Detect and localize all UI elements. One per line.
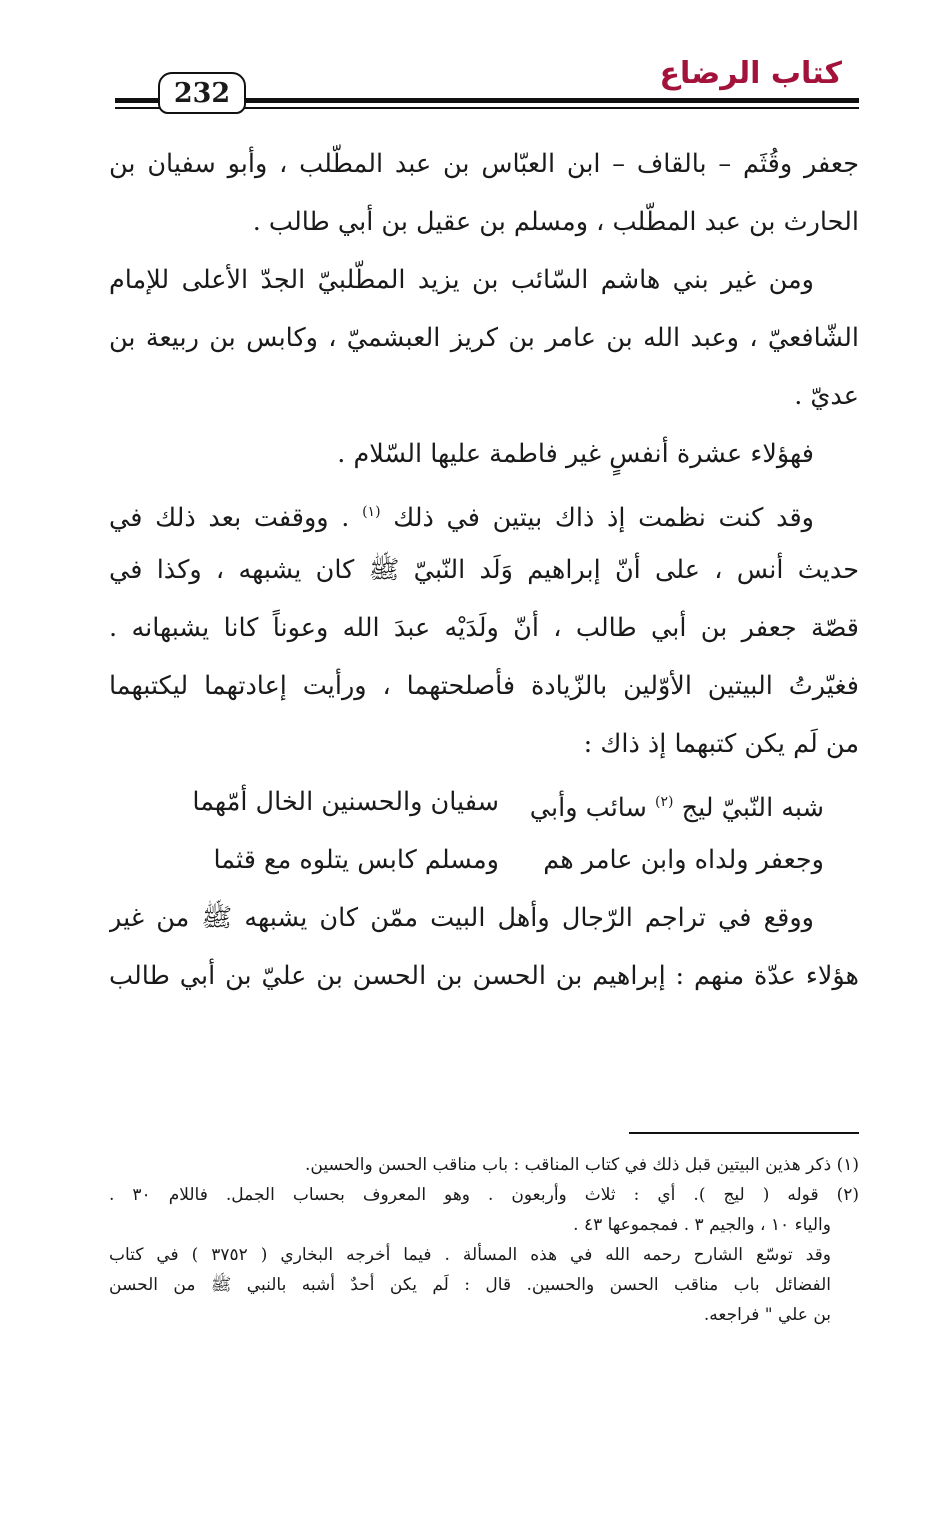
text-line: هؤلاء عدّة منهم : إبراهيم بن الحسن بن الحسن بن عليّ بن أبي طالب — [109, 961, 859, 991]
verse-hemistich: ومسلم كابس يتلوه مع قثما — [213, 845, 499, 875]
running-header-title: كتاب الرضاع — [659, 56, 842, 91]
footnote-ref: (١) — [362, 504, 381, 520]
text-line: الشّافعيّ ، وعبد الله بن عامر بن كريز العبشميّ ، وكابس بن ربيعة بن — [109, 323, 859, 353]
footnote: الفضائل باب مناقب الحسن والحسين. قال : لَم يكن أحدٌ أشبه بالنبي ﷺ من الحسن — [109, 1275, 831, 1295]
footnotes — [109, 1150, 859, 1330]
text-line: من لَم يكن كتبهما إذ ذاك : — [583, 729, 859, 759]
footnote: والياء ١٠ ، والجيم ٣ . فمجموعها ٤٣ . — [573, 1215, 831, 1235]
verse-hemistich — [499, 773, 859, 831]
verse-hemistich: سفيان والحسنين الخال أمّهما — [192, 787, 499, 817]
verse-line — [109, 831, 859, 889]
text-line: الحارث بن عبد المطّلب ، ومسلم بن عقيل بن أبي طالب . — [252, 207, 859, 237]
text-line: ومن غير بني هاشم السّائب بن يزيد المطّلبيّ الجدّ الأعلى للإمام — [109, 265, 814, 295]
text-fragment: شبه النّبيّ ليج — [681, 793, 824, 823]
footnote: (٢) قوله ( ليج ). أي : ثلاث وأربعون . وهو المعروف بحساب الجمل. فاللام ٣٠ . — [109, 1185, 859, 1205]
text-line — [109, 483, 859, 541]
main-text — [109, 135, 859, 1005]
footnote: (١) ذكر هذين البيتين قبل ذلك في كتاب المناقب : باب مناقب الحسن والحسين. — [305, 1155, 859, 1175]
page-number: 232 — [158, 72, 246, 114]
footnote-separator — [629, 1132, 859, 1134]
text-line: قصّة جعفر بن أبي طالب ، أنّ ولَدَيْه عبدَ الله وعوناً كانا يشبهانه . — [109, 613, 859, 643]
footnote: بن علي " فراجعه. — [703, 1305, 831, 1325]
verse-hemistich: وجعفر ولداه وابن عامر هم — [543, 845, 824, 875]
text-line: فغيّرتُ البيتين الأوّلين بالزّيادة فأصلحتهما ، ورأيت إعادتهما ليكتبهما — [109, 671, 859, 701]
text-line: فهؤلاء عشرة أنفسٍ غير فاطمة عليها السّلام . — [337, 439, 814, 469]
verse-line — [109, 773, 859, 831]
text-fragment: وقد كنت نظمت إذ ذاك بيتين في ذلك — [393, 503, 814, 533]
footnote-ref: (٢) — [655, 794, 674, 810]
text-fragment: . ووقفت بعد ذلك في — [109, 503, 350, 533]
text-line: ووقع في تراجم الرّجال وأهل البيت ممّن كان يشبهه ﷺ من غير — [109, 903, 814, 933]
footnote: وقد توسّع الشارح رحمه الله في هذه المسألة . فيما أخرجه البخاري ( ٣٧٥٢ ) في كتاب — [109, 1245, 832, 1265]
text-fragment: سائب وأبي — [529, 793, 647, 823]
text-line: جعفر وقُثَم – بالقاف – ابن العبّاس بن عبد المطّلب ، وأبو سفيان بن — [109, 149, 859, 179]
text-line: حديث أنس ، على أنّ إبراهيم وَلَد النّبيّ ﷺ كان يشبهه ، وكذا في — [109, 555, 859, 585]
text-line: عديّ . — [794, 381, 859, 411]
